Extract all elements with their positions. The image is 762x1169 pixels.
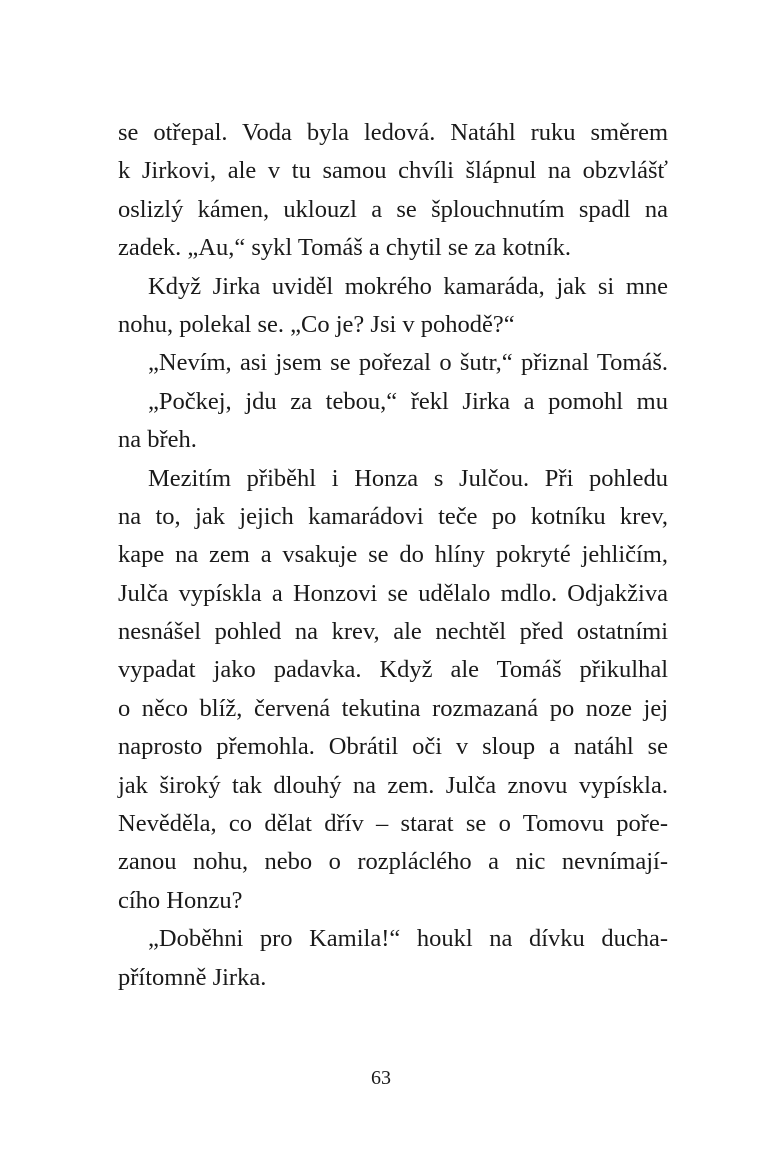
text-line: na břeh. (118, 426, 197, 454)
text-line: zanou nohu, nebo o rozpláclého a nic nevnímají- (118, 848, 668, 876)
text-line: o něco blíž, červená tekutina rozmazaná po noze jej (118, 694, 668, 722)
text-line: naprosto přemohla. Obrátil oči v sloup a natáhl se (118, 733, 668, 761)
text-line: Když Jirka uviděl mokrého kamaráda, jak si mne (148, 272, 668, 300)
text-line: nohu, polekal se. „Co je? Jsi v pohodě?“ (118, 310, 515, 338)
text-line: jak široký tak dlouhý na zem. Julča znovu vypískla. (118, 771, 668, 799)
text-line: Mezitím přiběhl i Honza s Julčou. Při pohledu (148, 464, 668, 492)
text-line: Julča vypískla a Honzovi se udělalo mdlo. Odjakživa (118, 579, 668, 607)
text-line: cího Honzu? (118, 886, 243, 914)
text-line: „Doběhni pro Kamila!“ houkl na dívku ducha- (148, 925, 668, 953)
text-line: Nevěděla, co dělat dřív – starat se o Tomovu poře- (118, 810, 668, 838)
text-line: „Nevím, asi jsem se pořezal o šutr,“ přiznal Tomáš. (148, 349, 668, 377)
text-line: nesnášel pohled na krev, ale nechtěl před ostatními (118, 618, 668, 646)
text-line: na to, jak jejich kamarádovi teče po kotníku krev, (118, 502, 668, 530)
text-line: přítomně Jirka. (118, 963, 267, 991)
text-line: „Počkej, jdu za tebou,“ řekl Jirka a pomohl mu (148, 387, 668, 415)
text-line: se otřepal. Voda byla ledová. Natáhl ruku směrem (118, 119, 668, 146)
text-line: zadek. „Au,“ sykl Tomáš a chytil se za kotník. (118, 234, 571, 262)
body-text (118, 114, 668, 997)
page-number: 63 (371, 1067, 391, 1089)
text-line: vypadat jako padavka. Když ale Tomáš přikulhal (118, 656, 668, 684)
text-line: oslizlý kámen, uklouzl a se šplouchnutím spadl na (118, 195, 668, 223)
text-line: k Jirkovi, ale v tu samou chvíli šlápnul na obzvlášť (118, 157, 668, 185)
text-line: kape na zem a vsakuje se do hlíny pokryté jehličím, (118, 541, 668, 569)
